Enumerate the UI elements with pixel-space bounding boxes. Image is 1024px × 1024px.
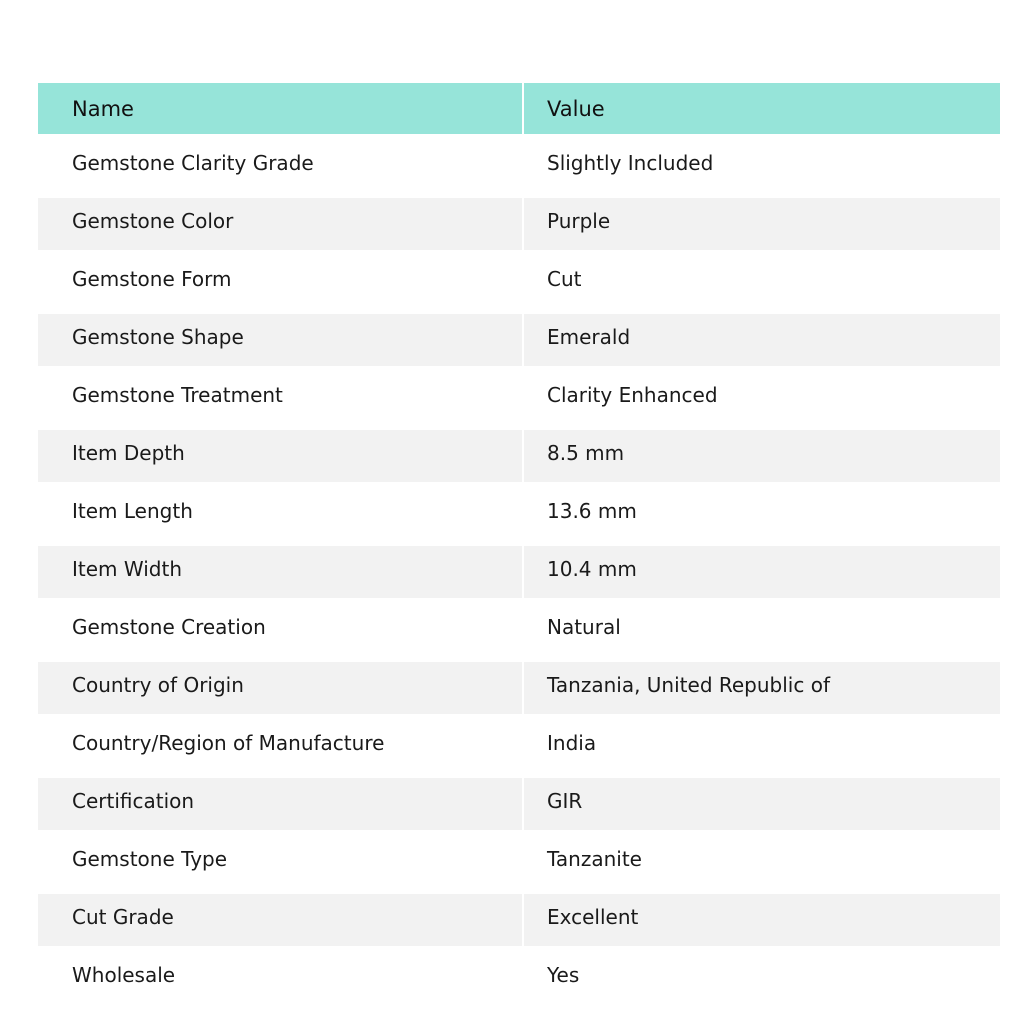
row-value-cell: India	[547, 731, 597, 755]
row-name-cell: Country of Origin	[38, 656, 523, 714]
item-specifics-table	[38, 83, 1000, 1004]
row-value-cell: Tanzania, United Republic of	[523, 656, 1000, 714]
table-row	[38, 424, 1000, 482]
table-row	[38, 250, 1000, 308]
table-row	[38, 714, 1000, 772]
row-name-cell: Country/Region of Manufacture	[38, 714, 523, 772]
row-name-cell: Certification	[38, 772, 523, 830]
row-name-cell: Gemstone Form	[38, 250, 523, 308]
row-value-cell: Emerald	[523, 308, 1000, 366]
table-row	[38, 946, 1000, 1004]
row-value-cell: 8.5 mm	[523, 424, 1000, 482]
table-row	[38, 308, 1000, 366]
table-header-row	[38, 83, 1000, 134]
table-row	[38, 656, 1000, 714]
table-row	[38, 192, 1000, 250]
row-name-cell: Cut Grade	[38, 888, 523, 946]
row-value-cell: Excellent	[523, 888, 1000, 946]
row-value-cell: 10.4 mm	[523, 540, 1000, 598]
row-name-cell: Gemstone Clarity Grade	[38, 134, 523, 192]
table-row	[38, 482, 1000, 540]
row-name-cell: Gemstone Creation	[38, 598, 523, 656]
row-name-cell: Gemstone Shape	[38, 308, 523, 366]
column-header-name: Name	[38, 83, 523, 134]
row-name-cell: Wholesale	[38, 946, 523, 1004]
table-row	[38, 888, 1000, 946]
table-row	[38, 598, 1000, 656]
row-name-cell: Gemstone Type	[38, 830, 523, 888]
row-name-cell: Gemstone Treatment	[38, 366, 523, 424]
row-name-cell: Item Width	[38, 540, 523, 598]
row-value-cell: 13.6 mm	[547, 499, 637, 523]
column-header-value: Value	[523, 83, 1000, 134]
row-value-cell: Clarity Enhanced	[547, 383, 718, 407]
row-name-cell: Item Depth	[38, 424, 523, 482]
row-value-cell: Cut	[547, 267, 582, 291]
row-value-cell: Yes	[547, 963, 580, 987]
row-value-cell: Tanzanite	[547, 847, 642, 871]
row-name-cell: Gemstone Color	[38, 192, 523, 250]
table-row	[38, 540, 1000, 598]
table-row	[38, 830, 1000, 888]
table-row	[38, 772, 1000, 830]
table-row	[38, 134, 1000, 192]
row-value-cell: Purple	[523, 192, 1000, 250]
table-row	[38, 366, 1000, 424]
row-value-cell: Natural	[547, 615, 621, 639]
row-name-cell: Item Length	[38, 482, 523, 540]
row-value-cell: Slightly Included	[547, 151, 714, 175]
row-value-cell: GIR	[523, 772, 1000, 830]
